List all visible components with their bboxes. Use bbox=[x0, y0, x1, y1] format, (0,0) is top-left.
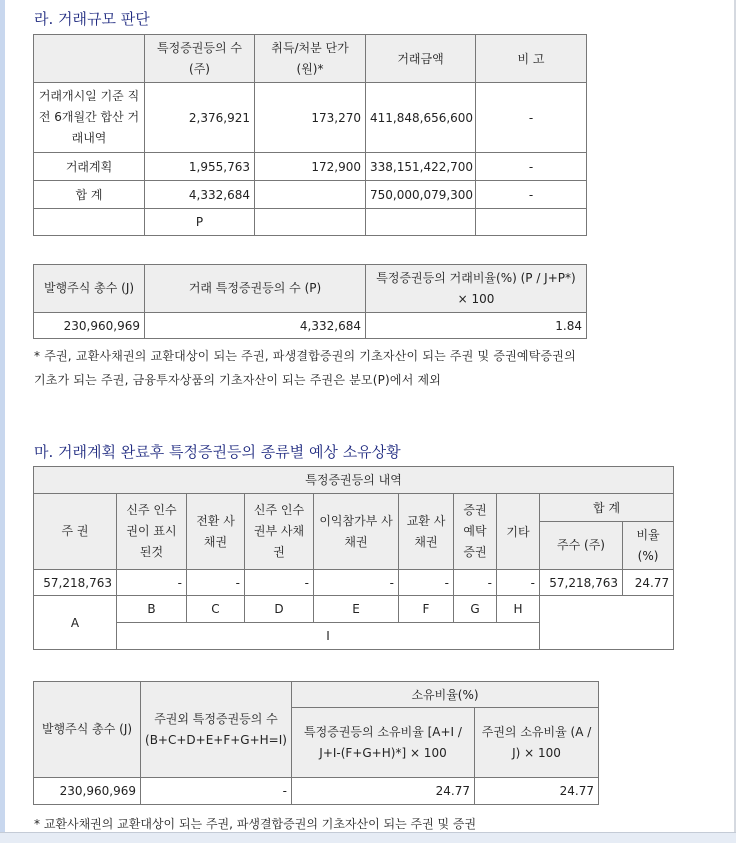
col-total-ratio: 비율 (%) bbox=[623, 522, 674, 570]
row-remark bbox=[476, 209, 587, 236]
value-other: - bbox=[497, 570, 540, 596]
row-amount: 411,848,656,600 bbox=[366, 83, 476, 153]
table-row bbox=[34, 313, 587, 339]
letter-f: F bbox=[399, 596, 454, 623]
row-remark: - bbox=[476, 181, 587, 209]
group-header: 특정증권등의 내역 bbox=[34, 467, 674, 494]
total-shares-value: 230,960,969 bbox=[34, 313, 145, 339]
value-total-shares: 57,218,763 bbox=[540, 570, 623, 596]
header-remark: 비 고 bbox=[476, 35, 587, 83]
table-row bbox=[34, 596, 674, 623]
row-price bbox=[255, 209, 366, 236]
value-total-ratio: 24.77 bbox=[623, 570, 674, 596]
value-warrant-shown: - bbox=[117, 570, 187, 596]
footnote-text: * 교환사채권의 교환대상이 되는 주권, 파생결합증권의 기초자산이 되는 주권 및 증권 bbox=[34, 817, 477, 831]
row-qty: P bbox=[145, 209, 255, 236]
letter-d: D bbox=[245, 596, 314, 623]
header-ownership-ratio: 소유비율(%) bbox=[292, 682, 599, 708]
col-total-shares: 주수 (주) bbox=[540, 522, 623, 570]
table-row bbox=[34, 209, 587, 236]
col-warrant-shown: 신주 인수권이 표시된것 bbox=[117, 494, 187, 570]
letter-c: C bbox=[187, 596, 245, 623]
row-amount bbox=[366, 209, 476, 236]
row-label: 거래계획 bbox=[34, 153, 145, 181]
trade-qty-value: 4,332,684 bbox=[145, 313, 366, 339]
securities-ratio-value: 24.77 bbox=[292, 778, 475, 805]
row-label: 합 계 bbox=[34, 181, 145, 209]
horizontal-scrollbar[interactable] bbox=[0, 832, 736, 843]
table-row bbox=[34, 778, 599, 805]
col-exchangeable: 교환 사채권 bbox=[399, 494, 454, 570]
section-ra-title: 라. 거래규모 판단 bbox=[34, 10, 150, 28]
header-unit-price: 취득/처분 단가(원)* bbox=[255, 35, 366, 83]
footnote-text: * 주권, 교환사채권의 교환대상이 되는 주권, 파생결합증권의 기초자산이 되는 주권 및 증권예탁증권의 기초가 되는 주권, 금융투자상품의 기초자산이 되는 주권은 분모(P)에서 제외 bbox=[34, 349, 576, 387]
table-row bbox=[34, 153, 587, 181]
row-qty: 1,955,763 bbox=[145, 153, 255, 181]
letter-a: A bbox=[34, 596, 117, 650]
header-blank-cell bbox=[34, 35, 145, 83]
row-amount: 750,000,079,300 bbox=[366, 181, 476, 209]
row-price: 173,270 bbox=[255, 83, 366, 153]
value-participating: - bbox=[314, 570, 399, 596]
value-stock: 57,218,763 bbox=[34, 570, 117, 596]
header-total-shares: 발행주식 총수 (J) bbox=[34, 682, 141, 778]
letter-b: B bbox=[117, 596, 187, 623]
col-bond-warrant: 신주 인수권부 사채권 bbox=[245, 494, 314, 570]
holdings-table bbox=[33, 466, 674, 650]
stock-ratio-value: 24.77 bbox=[475, 778, 599, 805]
header-trade-ratio: 특정증권등의 거래비율(%) (P / J+P*) × 100 bbox=[366, 265, 587, 313]
header-total-shares: 발행주식 총수 (J) bbox=[34, 265, 145, 313]
row-qty: 2,376,921 bbox=[145, 83, 255, 153]
value-bond-warrant: - bbox=[245, 570, 314, 596]
header-trade-qty: 거래 특정증권등의 수 (P) bbox=[145, 265, 366, 313]
row-price: 172,900 bbox=[255, 153, 366, 181]
non-stock-qty-value: - bbox=[141, 778, 292, 805]
row-label: 거래개시일 기준 직전 6개월간 합산 거래내역 bbox=[34, 83, 145, 153]
value-convertible: - bbox=[187, 570, 245, 596]
row-qty: 4,332,684 bbox=[145, 181, 255, 209]
col-stock: 주 권 bbox=[34, 494, 117, 570]
col-other: 기타 bbox=[497, 494, 540, 570]
trade-ratio-table bbox=[33, 264, 587, 339]
table-row bbox=[34, 181, 587, 209]
table-row bbox=[34, 83, 587, 153]
blank-cell bbox=[540, 596, 674, 650]
table-row bbox=[34, 570, 674, 596]
ownership-ratio-table bbox=[33, 681, 599, 805]
total-header: 합 계 bbox=[540, 494, 674, 522]
value-depositary: - bbox=[454, 570, 497, 596]
row-remark: - bbox=[476, 83, 587, 153]
letter-e: E bbox=[314, 596, 399, 623]
row-price bbox=[255, 181, 366, 209]
value-exchangeable: - bbox=[399, 570, 454, 596]
header-non-stock-qty: 주권외 특정증권등의 수 (B+C+D+E+F+G+H=I) bbox=[141, 682, 292, 778]
letter-i: I bbox=[117, 623, 540, 650]
trade-ratio-value: 1.84 bbox=[366, 313, 587, 339]
col-convertible: 전환 사채권 bbox=[187, 494, 245, 570]
header-stock-ratio: 주권의 소유비율 (A / J) × 100 bbox=[475, 708, 599, 778]
total-shares-value: 230,960,969 bbox=[34, 778, 141, 805]
letter-h: H bbox=[497, 596, 540, 623]
row-remark: - bbox=[476, 153, 587, 181]
header-qty: 특정증권등의 수(주) bbox=[145, 35, 255, 83]
header-securities-ratio: 특정증권등의 소유비율 [A+I / J+I-(F+G+H)*] × 100 bbox=[292, 708, 475, 778]
row-label bbox=[34, 209, 145, 236]
footnote-ra bbox=[34, 344, 594, 392]
letter-g: G bbox=[454, 596, 497, 623]
header-amount: 거래금액 bbox=[366, 35, 476, 83]
footnote-ma bbox=[34, 812, 594, 833]
col-participating: 이익참가부 사채권 bbox=[314, 494, 399, 570]
row-amount: 338,151,422,700 bbox=[366, 153, 476, 181]
col-depositary: 증권 예탁 증권 bbox=[454, 494, 497, 570]
trade-scale-table bbox=[33, 34, 587, 236]
section-ma-title: 마. 거래계획 완료후 특정증권등의 종류별 예상 소유상황 bbox=[34, 443, 401, 461]
